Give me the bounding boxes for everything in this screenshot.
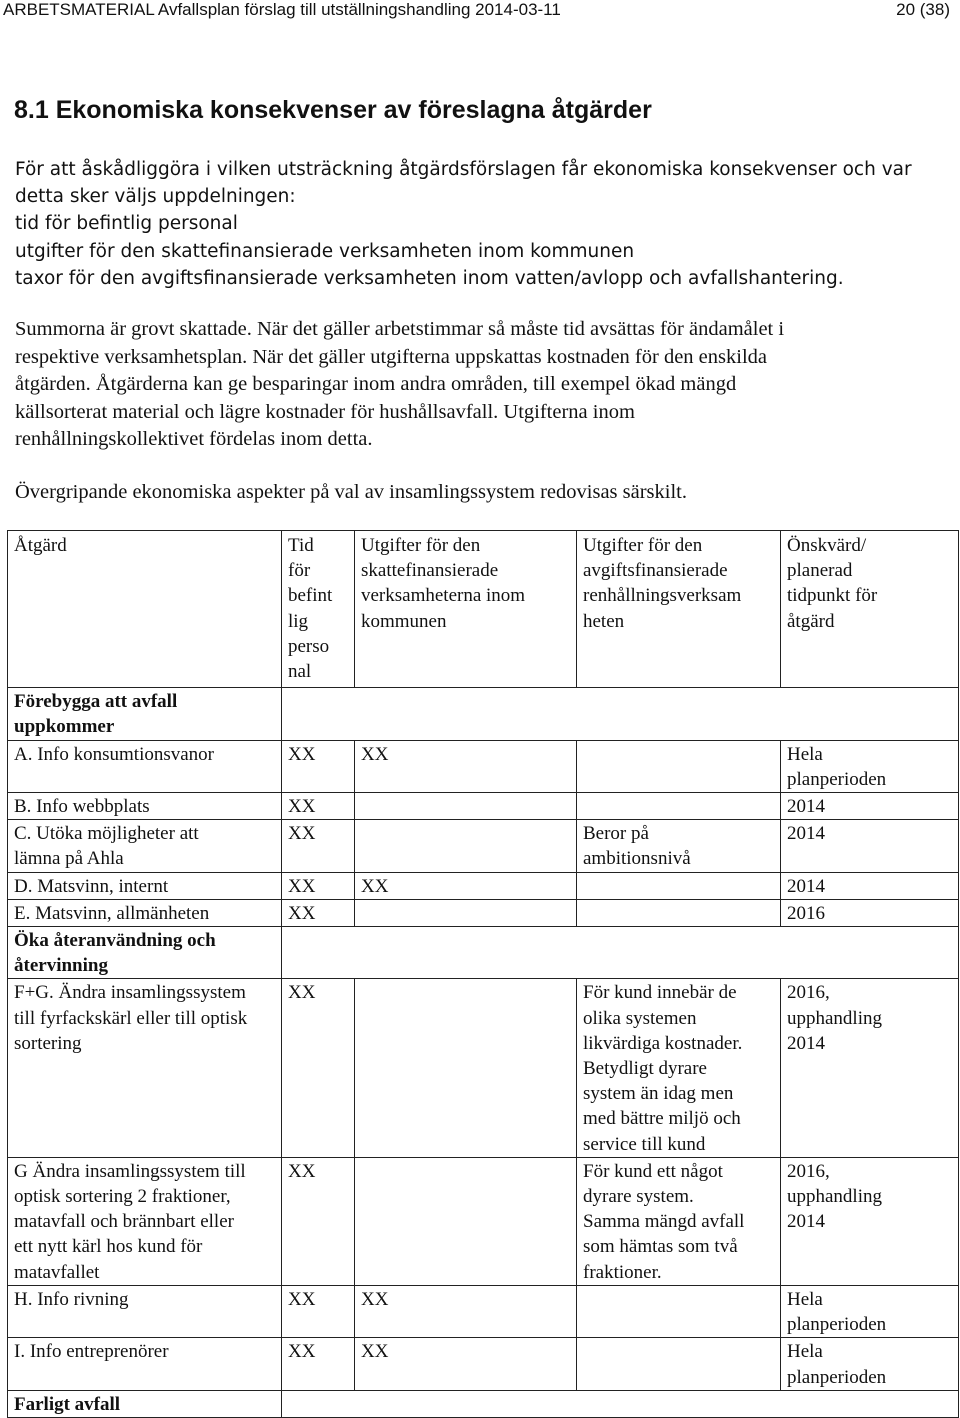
tax-financed-cell (355, 1285, 577, 1337)
staff-time-cell (282, 1157, 355, 1285)
intro-line: För att åskådliggöra i vilken utsträckning åtgärdsförslagen får ekonomiska konsekvenser och var (15, 159, 912, 180)
fee-financed-cell (577, 740, 781, 792)
cell-line: 2014 (787, 875, 825, 897)
measures-table (7, 530, 959, 1418)
cell-line: 2014 (787, 796, 825, 818)
cell-line: uppkommer (14, 716, 115, 738)
section-spacer-cell (282, 1390, 959, 1417)
header-line: befint (288, 585, 333, 607)
table-row (8, 820, 959, 872)
section-spacer-cell (282, 688, 959, 740)
tax-financed-cell (355, 793, 577, 820)
cell-line: service till kund (583, 1133, 706, 1155)
table-row (8, 1285, 959, 1337)
measure-cell (8, 820, 282, 872)
cell-line: För kund ett något (583, 1160, 723, 1182)
summary-line: källsorterat material och lägre kostnader för hushållsavfall. Utgifterna inom (15, 400, 635, 423)
fee-financed-cell (577, 872, 781, 899)
cell-line: I. Info entreprenörer (14, 1341, 169, 1363)
overview-paragraph: Övergripande ekonomiska aspekter på val av insamlingssystem redovisas särskilt. (15, 481, 687, 503)
measure-cell (8, 872, 282, 899)
page-number: 20 (38) (896, 0, 950, 19)
cell-line: XX (361, 743, 389, 765)
cell-line: För kund innebär de (583, 982, 737, 1004)
cell-line: Hela (787, 743, 823, 765)
summary-paragraph (15, 316, 784, 454)
header-line: tidpunkt för (787, 585, 878, 607)
cell-line: Förebygga att avfall (14, 691, 178, 713)
header-line: kommunen (361, 610, 447, 632)
header-measure-label: Åtgärd (14, 535, 67, 556)
cell-line: 2014 (787, 1211, 825, 1233)
cell-line: XX (288, 982, 316, 1004)
section-title: 8.1 Ekonomiska konsekvenser av föreslagna åtgärder (14, 96, 652, 124)
intro-line: taxor för den avgiftsfinansierade verksamheten inom vatten/avlopp och avfallshantering. (15, 267, 844, 289)
section-spacer-cell (282, 927, 959, 979)
table-row (8, 1338, 959, 1390)
cell-line: planperioden (787, 768, 887, 790)
header-line: Utgifter för den (361, 535, 481, 556)
tax-financed-cell (355, 899, 577, 926)
cell-line: återvinning (14, 955, 108, 977)
header-line: åtgärd (787, 610, 835, 632)
section-title-cell (8, 688, 282, 740)
measure-cell (8, 1285, 282, 1337)
cell-line: 2014 (787, 823, 825, 845)
cell-line: 2016, (787, 982, 830, 1004)
summary-line: åtgärden. Åtgärderna kan ge besparingar inom andra områden, till exempel ökad mängd (15, 373, 737, 396)
cell-line: planperioden (787, 1314, 887, 1336)
timing-cell (781, 820, 959, 872)
intro-paragraph (15, 156, 912, 292)
section-title-cell (8, 927, 282, 979)
cell-line: med bättre miljö och (583, 1108, 741, 1130)
cell-line: upphandling (787, 1007, 882, 1029)
cell-line: Farligt avfall (14, 1393, 121, 1415)
fee-financed-cell (577, 793, 781, 820)
header-line: planerad (787, 560, 853, 582)
cell-line: dyrare system. (583, 1186, 694, 1208)
tax-financed-cell (355, 1157, 577, 1285)
cell-line: matavfall och brännbart eller (14, 1211, 234, 1233)
section-row (8, 927, 959, 979)
table-header-row (8, 531, 959, 688)
cell-line: E. Matsvinn, allmänheten (14, 902, 210, 924)
cell-line: fraktioner. (583, 1261, 662, 1283)
measure-cell (8, 740, 282, 792)
cell-line: olika systemen (583, 1007, 697, 1029)
header-line: skattefinansierade (361, 560, 499, 582)
measure-cell (8, 1157, 282, 1285)
tax-financed-cell (355, 820, 577, 872)
tax-financed-cell (355, 1338, 577, 1390)
header-line: verksamheterna inom (361, 585, 526, 607)
cell-line: Beror på (583, 823, 649, 845)
staff-time-cell (282, 820, 355, 872)
cell-line: XX (288, 1288, 316, 1310)
cell-line: likvärdiga kostnader. (583, 1032, 743, 1054)
section-row (8, 1390, 959, 1417)
staff-time-cell (282, 740, 355, 792)
cell-line: B. Info webbplats (14, 796, 150, 818)
table-row (8, 979, 959, 1157)
cell-line: XX (288, 823, 316, 845)
header-tax-financed (355, 531, 577, 688)
cell-line: 2016 (787, 902, 825, 924)
timing-cell (781, 899, 959, 926)
document-header-title: ARBETSMATERIAL Avfallsplan förslag till utställningshandling 2014-03-11 (3, 0, 561, 19)
table-row (8, 1157, 959, 1285)
cell-line: XX (288, 902, 316, 924)
cell-line: G Ändra insamlingssystem till (14, 1160, 246, 1182)
measure-cell (8, 979, 282, 1157)
intro-line: detta sker väljs uppdelningen: (15, 186, 296, 208)
cell-line: optisk sortering 2 fraktioner, (14, 1186, 231, 1208)
timing-cell (781, 740, 959, 792)
header-staff-time (282, 531, 355, 688)
cell-line: till fyrfackskärl eller till optisk (14, 1007, 248, 1029)
cell-line: Samma mängd avfall (583, 1211, 745, 1233)
cell-line: system än idag men (583, 1083, 734, 1105)
header-line: Utgifter för den (583, 535, 703, 556)
header-line: lig (288, 610, 309, 632)
measure-cell (8, 793, 282, 820)
intro-line: tid för befintlig personal (15, 213, 238, 235)
section-row (8, 688, 959, 740)
cell-line: 2014 (787, 1032, 825, 1054)
intro-line: utgifter för den skattefinansierade verksamheten inom kommunen (15, 240, 635, 262)
staff-time-cell (282, 793, 355, 820)
header-line: perso (288, 635, 330, 657)
cell-line: XX (288, 796, 316, 818)
timing-cell (781, 793, 959, 820)
timing-cell (781, 1285, 959, 1337)
table-row (8, 740, 959, 792)
header-line: för (288, 560, 311, 582)
header-timing (781, 531, 959, 688)
cell-line: XX (288, 875, 316, 897)
tax-financed-cell (355, 872, 577, 899)
cell-line: D. Matsvinn, internt (14, 875, 169, 897)
cell-line: ambitionsnivå (583, 848, 691, 870)
cell-line: ett nytt kärl hos kund för (14, 1236, 203, 1258)
cell-line: matavfallet (14, 1261, 100, 1283)
cell-line: lämna på Ahla (14, 848, 124, 870)
summary-line: renhållningskollektivet fördelas inom detta. (15, 428, 373, 451)
cell-line: C. Utöka möjligheter att (14, 823, 199, 845)
cell-line: F+G. Ändra insamlingssystem (14, 982, 246, 1004)
measure-cell (8, 899, 282, 926)
header-line: Önskvärd/ (787, 535, 867, 556)
cell-line: sortering (14, 1032, 82, 1054)
table-row (8, 899, 959, 926)
measure-cell (8, 1338, 282, 1390)
timing-cell (781, 979, 959, 1157)
fee-financed-cell (577, 1338, 781, 1390)
timing-cell (781, 1157, 959, 1285)
cell-line: XX (361, 1341, 389, 1363)
cell-line: XX (288, 743, 316, 765)
timing-cell (781, 872, 959, 899)
staff-time-cell (282, 872, 355, 899)
cell-line: Hela (787, 1288, 823, 1310)
fee-financed-cell (577, 1285, 781, 1337)
section-title-cell (8, 1390, 282, 1417)
measures-table-body (8, 531, 959, 1418)
header-line: avgiftsfinansierade (583, 560, 728, 582)
staff-time-cell (282, 1285, 355, 1337)
fee-financed-cell (577, 820, 781, 872)
staff-time-cell (282, 899, 355, 926)
header-fee-financed (577, 531, 781, 688)
fee-financed-cell (577, 979, 781, 1157)
cell-line: Betydligt dyrare (583, 1058, 707, 1080)
cell-line: H. Info rivning (14, 1288, 129, 1310)
tax-financed-cell (355, 979, 577, 1157)
summary-line: Summorna är grovt skattade. När det gäller arbetstimmar så måste tid avsättas för ändamålet i (15, 318, 785, 340)
summary-line: respektive verksamhetsplan. När det gäller utgifterna uppskattas kostnaden för den enskilda (15, 345, 767, 368)
cell-line: XX (288, 1160, 316, 1182)
table-row (8, 872, 959, 899)
cell-line: A. Info konsumtionsvanor (14, 743, 215, 765)
tax-financed-cell (355, 740, 577, 792)
cell-line: XX (361, 1288, 389, 1310)
cell-line: Öka återanvändning och (14, 930, 216, 952)
staff-time-cell (282, 1338, 355, 1390)
timing-cell (781, 1338, 959, 1390)
cell-line: som hämtas som två (583, 1236, 738, 1258)
cell-line: Hela (787, 1341, 823, 1363)
fee-financed-cell (577, 899, 781, 926)
header-line: heten (583, 610, 625, 632)
cell-line: upphandling (787, 1186, 882, 1208)
cell-line: planperioden (787, 1366, 887, 1388)
cell-line: 2016, (787, 1160, 830, 1182)
header-measure (8, 531, 282, 688)
header-line: renhållningsverksam (583, 585, 742, 607)
header-line: nal (288, 661, 312, 683)
header-line: Tid (288, 535, 314, 556)
fee-financed-cell (577, 1157, 781, 1285)
cell-line: XX (361, 875, 389, 897)
table-row (8, 793, 959, 820)
cell-line: XX (288, 1341, 316, 1363)
staff-time-cell (282, 979, 355, 1157)
